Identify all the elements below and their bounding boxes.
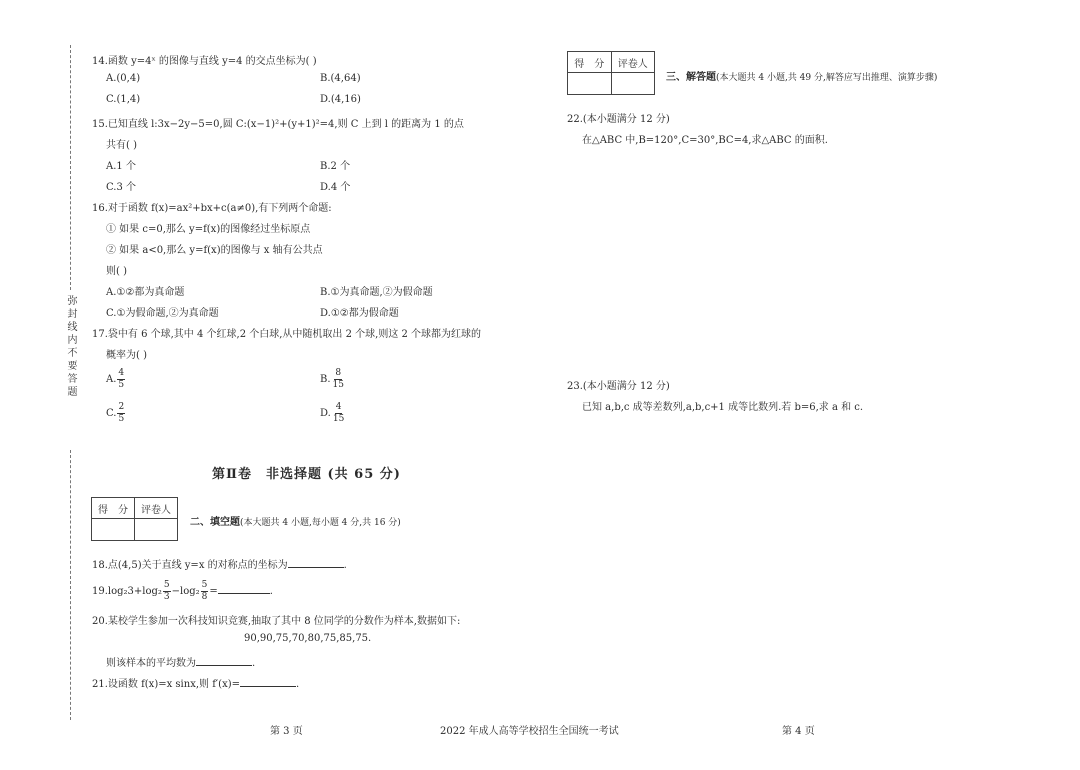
q17-stem-line2: 概率为( ) — [106, 350, 147, 361]
q15-option-b: B.2 个 — [320, 161, 351, 172]
binding-line-top — [70, 45, 71, 290]
q23-head: 23.(本小题满分 12 分) — [567, 381, 670, 392]
section3-title: 三、解答题 — [666, 72, 716, 83]
q16-option-d: D.①②都为假命题 — [320, 308, 399, 319]
q20-stem: 20.某校学生参加一次科技知识竞赛,抽取了其中 8 位同学的分数作为样本,数据如下: — [92, 616, 461, 627]
q17-option-c: C. $\frac{2}{5}$ — [106, 402, 125, 424]
q15-option-d: D.4 个 — [320, 182, 351, 193]
score-table-right-col2: 评卷人 — [611, 52, 655, 73]
footer-exam-title: 2022 年成人高等学校招生全国统一考试 — [440, 726, 619, 737]
section2-title: 二、填空题 — [190, 517, 240, 528]
q14-option-a: A.(0,4) — [106, 73, 141, 84]
q22-body: 在△ABC 中,B=120°,C=30°,BC=4,求△ABC 的面积. — [582, 135, 828, 146]
section3-heading — [666, 68, 937, 83]
q20-answer-blank[interactable] — [196, 665, 252, 666]
q14-option-d: D.(4,16) — [320, 94, 361, 105]
q20-ask: 则该样本的平均数为 . — [106, 658, 256, 669]
q18-answer-blank[interactable] — [288, 567, 344, 568]
q16-stem: 16.对于函数 f(x)=ax²+bx+c(a≠0),有下列两个命题: — [92, 203, 332, 214]
score-table-right-cell2 — [611, 73, 655, 95]
score-table-left — [91, 497, 178, 541]
q19: 19.log₂3+log₂ $\frac{5}{3}$ −log₂ $\frac{5}{8}$ = . — [92, 580, 273, 602]
score-table-left-cell2 — [135, 519, 178, 541]
q17-stem-line1: 17.袋中有 6 个球,其中 4 个红球,2 个白球,从中随机取出 2 个球,则这 2 个球都为红球的 — [92, 329, 482, 340]
q16-option-a: A.①②都为真命题 — [106, 287, 185, 298]
binding-note: 弥封线内不要答题 — [65, 295, 76, 399]
section3-desc: (本大题共 4 小题,共 49 分,解答应写出推理、演算步骤) — [716, 73, 938, 83]
binding-line-bottom — [70, 450, 71, 720]
q16-option-b: B.①为真命题,②为假命题 — [320, 287, 433, 298]
q21: 21.设函数 f(x)=x sinx,则 f′(x)= . — [92, 679, 300, 690]
score-table-left-cell1 — [92, 519, 135, 541]
score-table-right-cell1 — [568, 73, 612, 95]
q14-option-c: C.(1,4) — [106, 94, 141, 105]
q18: 18.点(4,5)关于直线 y=x 的对称点的坐标为 . — [92, 560, 347, 571]
score-table-left-col2: 评卷人 — [135, 498, 178, 519]
q19-answer-blank[interactable] — [218, 593, 270, 594]
q22-head: 22.(本小题满分 12 分) — [567, 114, 670, 125]
q15-stem-line1: 15.已知直线 l:3x−2y−5=0,圆 C:(x−1)²+(y+1)²=4,则 C 上到 l 的距离为 1 的点 — [92, 119, 464, 130]
q16-then: 则( ) — [106, 266, 127, 277]
q15-option-a: A.1 个 — [106, 161, 136, 172]
score-table-left-col1: 得 分 — [92, 498, 135, 519]
q17-option-d: D. $\frac{4}{15}$ — [320, 402, 345, 424]
score-table-right-col1: 得 分 — [568, 52, 612, 73]
footer-left-page-number: 第 3 页 — [270, 726, 303, 737]
q15-stem-line2: 共有( ) — [106, 140, 137, 151]
section2-heading — [190, 513, 401, 528]
q20-data: 90,90,75,70,80,75,85,75. — [244, 633, 372, 644]
q14-option-b: B.(4,64) — [320, 73, 361, 84]
part2-title: 第Ⅱ卷 非选择题 (共 65 分) — [212, 467, 401, 482]
q16-proposition-1: ① 如果 c=0,那么 y=f(x)的图像经过坐标原点 — [106, 224, 311, 235]
q21-answer-blank[interactable] — [240, 686, 296, 687]
section2-desc: (本大题共 4 小题,每小题 4 分,共 16 分) — [240, 518, 401, 528]
q16-option-c: C.①为假命题,②为真命题 — [106, 308, 219, 319]
q15-option-c: C.3 个 — [106, 182, 137, 193]
score-table-right — [567, 51, 655, 95]
q14-stem: 14.函数 y=4ˣ 的图像与直线 y=4 的交点坐标为( ) — [92, 56, 317, 67]
q16-proposition-2: ② 如果 a<0,那么 y=f(x)的图像与 x 轴有公共点 — [106, 245, 323, 256]
q17-option-a: A. $\frac{4}{5}$ — [106, 368, 125, 390]
footer-right-page-number: 第 4 页 — [782, 726, 815, 737]
q23-body: 已知 a,b,c 成等差数列,a,b,c+1 成等比数列.若 b=6,求 a 和 c. — [582, 402, 864, 413]
q17-option-b: B. $\frac{8}{15}$ — [320, 368, 344, 390]
